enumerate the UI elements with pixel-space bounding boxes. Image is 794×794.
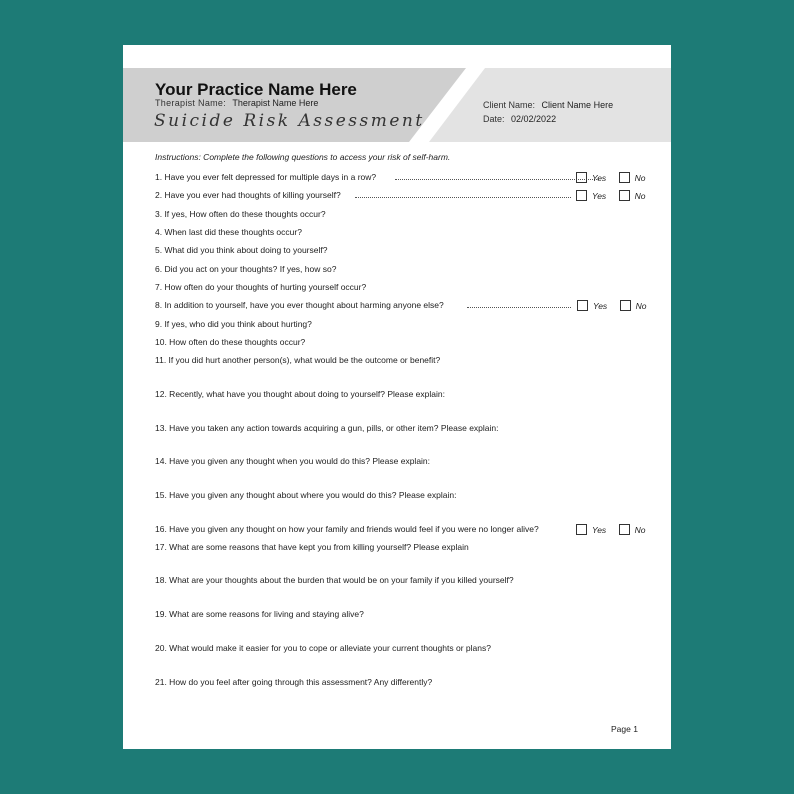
question-text: 1. Have you ever felt depressed for multiple days in a row? — [155, 172, 377, 182]
question-text: 6. Did you act on your thoughts? If yes, how so? — [155, 264, 337, 274]
question-row — [155, 524, 645, 536]
client-label: Client Name: — [483, 100, 536, 110]
no-checkbox[interactable] — [619, 524, 630, 535]
yes-checkbox[interactable] — [576, 172, 587, 183]
dotted-leader — [395, 179, 599, 180]
yes-checkbox[interactable] — [576, 190, 587, 201]
question-text: 8. In addition to yourself, have you ever thought about harming anyone else? — [155, 300, 444, 310]
no-checkbox[interactable] — [619, 190, 630, 201]
yes-checkbox[interactable] — [577, 300, 588, 311]
question-text: 13. Have you taken any action towards acquiring a gun, pills, or other item? Please explain: — [155, 423, 499, 433]
yes-no-options — [576, 190, 645, 201]
question-row — [155, 190, 645, 202]
question-text: 16. Have you given any thought on how your family and friends would feel if you were no longer alive? — [155, 524, 539, 534]
yes-no-options — [577, 300, 646, 311]
question-text: 20. What would make it easier for you to cope or alleviate your current thoughts or plans? — [155, 643, 491, 653]
no-label: No — [634, 525, 646, 535]
dotted-leader — [467, 307, 571, 308]
question-text: 2. Have you ever had thoughts of killing yourself? — [155, 190, 341, 200]
question-text: 19. What are some reasons for living and staying alive? — [155, 609, 364, 619]
question-row — [155, 172, 645, 184]
question-text: 4. When last did these thoughts occur? — [155, 227, 302, 237]
yes-no-options — [576, 172, 645, 183]
question-text: 5. What did you think about doing to yourself? — [155, 245, 328, 255]
dotted-leader — [355, 197, 571, 198]
yes-label: Yes — [592, 525, 607, 535]
question-text: 21. How do you feel after going through this assessment? Any differently? — [155, 677, 433, 687]
therapist-row — [155, 98, 318, 108]
question-text: 7. How often do your thoughts of hurting yourself occur? — [155, 282, 367, 292]
question-text: 18. What are your thoughts about the burden that would be on your family if you killed yourself? — [155, 575, 514, 585]
yes-label: Yes — [592, 173, 607, 183]
question-text: 3. If yes, How often do these thoughts occur? — [155, 209, 326, 219]
practice-name: Your Practice Name Here — [155, 80, 357, 99]
form-title: Suicide Risk Assessment — [154, 111, 425, 131]
client-block — [483, 98, 613, 126]
no-label: No — [634, 173, 646, 183]
question-text: 17. What are some reasons that have kept you from killing yourself? Please explain — [155, 542, 469, 552]
client-row — [483, 98, 613, 112]
client-name: Client Name Here — [541, 100, 614, 110]
question-row — [155, 300, 645, 312]
question-text: 12. Recently, what have you thought about doing to yourself? Please explain: — [155, 389, 445, 399]
therapist-name: Therapist Name Here — [232, 98, 319, 108]
question-text: 10. How often do these thoughts occur? — [155, 337, 306, 347]
no-label: No — [635, 301, 647, 311]
question-text: 11. If you did hurt another person(s), what would be the outcome or benefit? — [155, 355, 441, 365]
yes-label: Yes — [593, 301, 608, 311]
no-label: No — [634, 191, 646, 201]
question-text: 14. Have you given any thought when you would do this? Please explain: — [155, 456, 431, 466]
instructions: Instructions: Complete the following questions to access your risk of self-harm. — [155, 152, 451, 162]
form-page — [123, 45, 671, 749]
question-text: 15. Have you given any thought about where you would do this? Please explain: — [155, 490, 457, 500]
question-text: 9. If yes, who did you think about hurting? — [155, 319, 312, 329]
therapist-label: Therapist Name: — [155, 98, 227, 108]
yes-no-options — [576, 524, 645, 535]
page-number: Page 1 — [611, 724, 638, 734]
yes-checkbox[interactable] — [576, 524, 587, 535]
date-label: Date: — [483, 114, 505, 124]
yes-label: Yes — [592, 191, 607, 201]
no-checkbox[interactable] — [619, 172, 630, 183]
date-row — [483, 112, 613, 126]
no-checkbox[interactable] — [620, 300, 631, 311]
date-value: 02/02/2022 — [511, 114, 557, 124]
